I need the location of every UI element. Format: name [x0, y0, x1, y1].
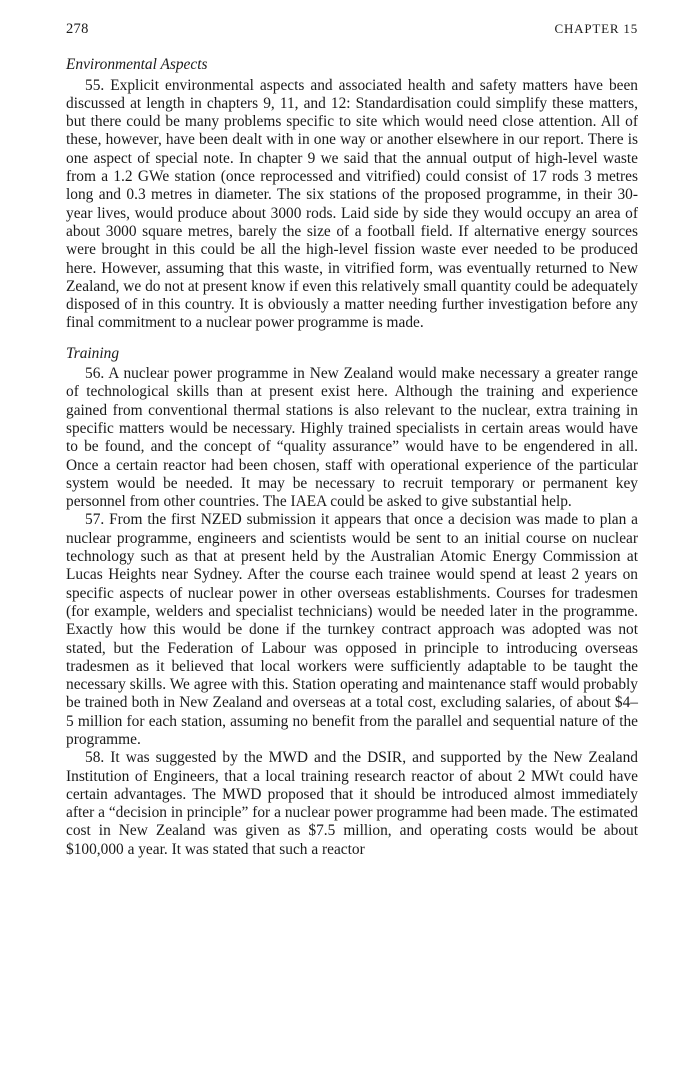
paragraph-55: 55. Explicit environmental aspects and associated health and safety matters have been discussed at length in chapters 9, 11, and 12: Standardisation could simplify these matters, but there could be many problems specific to site which would need close attention. All of these, however, have been dealt with in one way or another elsewhere in our report. There is one aspect of special note. In chapter 9 we said that the annual output of high-level waste from a 1.2 GWe station (once reprocessed and vitrified) could consist of 17 rods 3 metres long and 0.3 metres in diameter. The six stations of the proposed programme, in their 30-year lives, would produce about 3000 rods. Laid side by side they would occupy an area of about 3000 square metres, barely the size of a football field. If alternative energy sources were brought in this could be all the high-level fission waste ever needed to be produced here. However, assuming that this waste, in vitrified form, was eventually returned to New Zealand, we do not at present know if even this relatively small quantity could be adequately disposed of in this country. It is obviously a matter needing further investigation before any final commitment to a nuclear power programme is made. — [66, 76, 638, 332]
section-title-training: Training — [66, 344, 120, 362]
paragraph-57: 57. From the first NZED submission it appears that once a decision was made to plan a nuclear programme, engineers and scientists would be sent to an initial course on nuclear technology such as that at present held by the Australian Atomic Energy Commission at Lucas Heights near Sydney. After the course each trainee would spend at least 2 years on specific aspects of nuclear power in other overseas establishments. Courses for tradesmen (for example, welders and specialist technicians) would be needed later in the programme. Exactly how this would be done if the turnkey contract approach was adopted was not stated, but the Federation of Labour was opposed in principle to introducing overseas tradesmen as it believed that local workers were sufficiently adaptable to be taught the necessary skills. We agree with this. Station operating and maintenance staff would probably be trained both in New Zealand and overseas at a total cost, excluding salaries, of about $4–5 million for each station, assuming no benefit from the parallel and sequential nature of the programme. — [66, 511, 638, 748]
paragraph-58: 58. It was suggested by the MWD and the DSIR, and supported by the New Zealand Institution of Engineers, that a local training research reactor of about 2 MWt could have certain advantages. The MWD proposed that it should be introduced almost immediately after a “decision in principle” for a nuclear power programme had been made. The estimated cost in New Zealand was given as $7.5 million, and operating costs would be about $100,000 a year. It was stated that such a reactor — [66, 749, 638, 858]
page-number: 278 — [66, 21, 89, 37]
section-title-environmental: Environmental Aspects — [66, 56, 208, 74]
paragraph-56: 56. A nuclear power programme in New Zealand would make necessary a greater range of technological skills than at present exist here. Although the training and experience gained from conventional thermal stations is also relevant to the nuclear, extra training in specific matters would be necessary. Highly trained specialists in certain areas would have to be found, and the concept of “quality assurance” would have to be engendered in all. Once a certain reactor had been chosen, staff with operational experience of the particular system would be needed. It may be necessary to recruit temporary or permanent key personnel from other countries. The IAEA could be asked to give substantial help. — [66, 365, 638, 511]
chapter-label: CHAPTER 15 — [554, 21, 638, 36]
page-header — [66, 20, 638, 38]
